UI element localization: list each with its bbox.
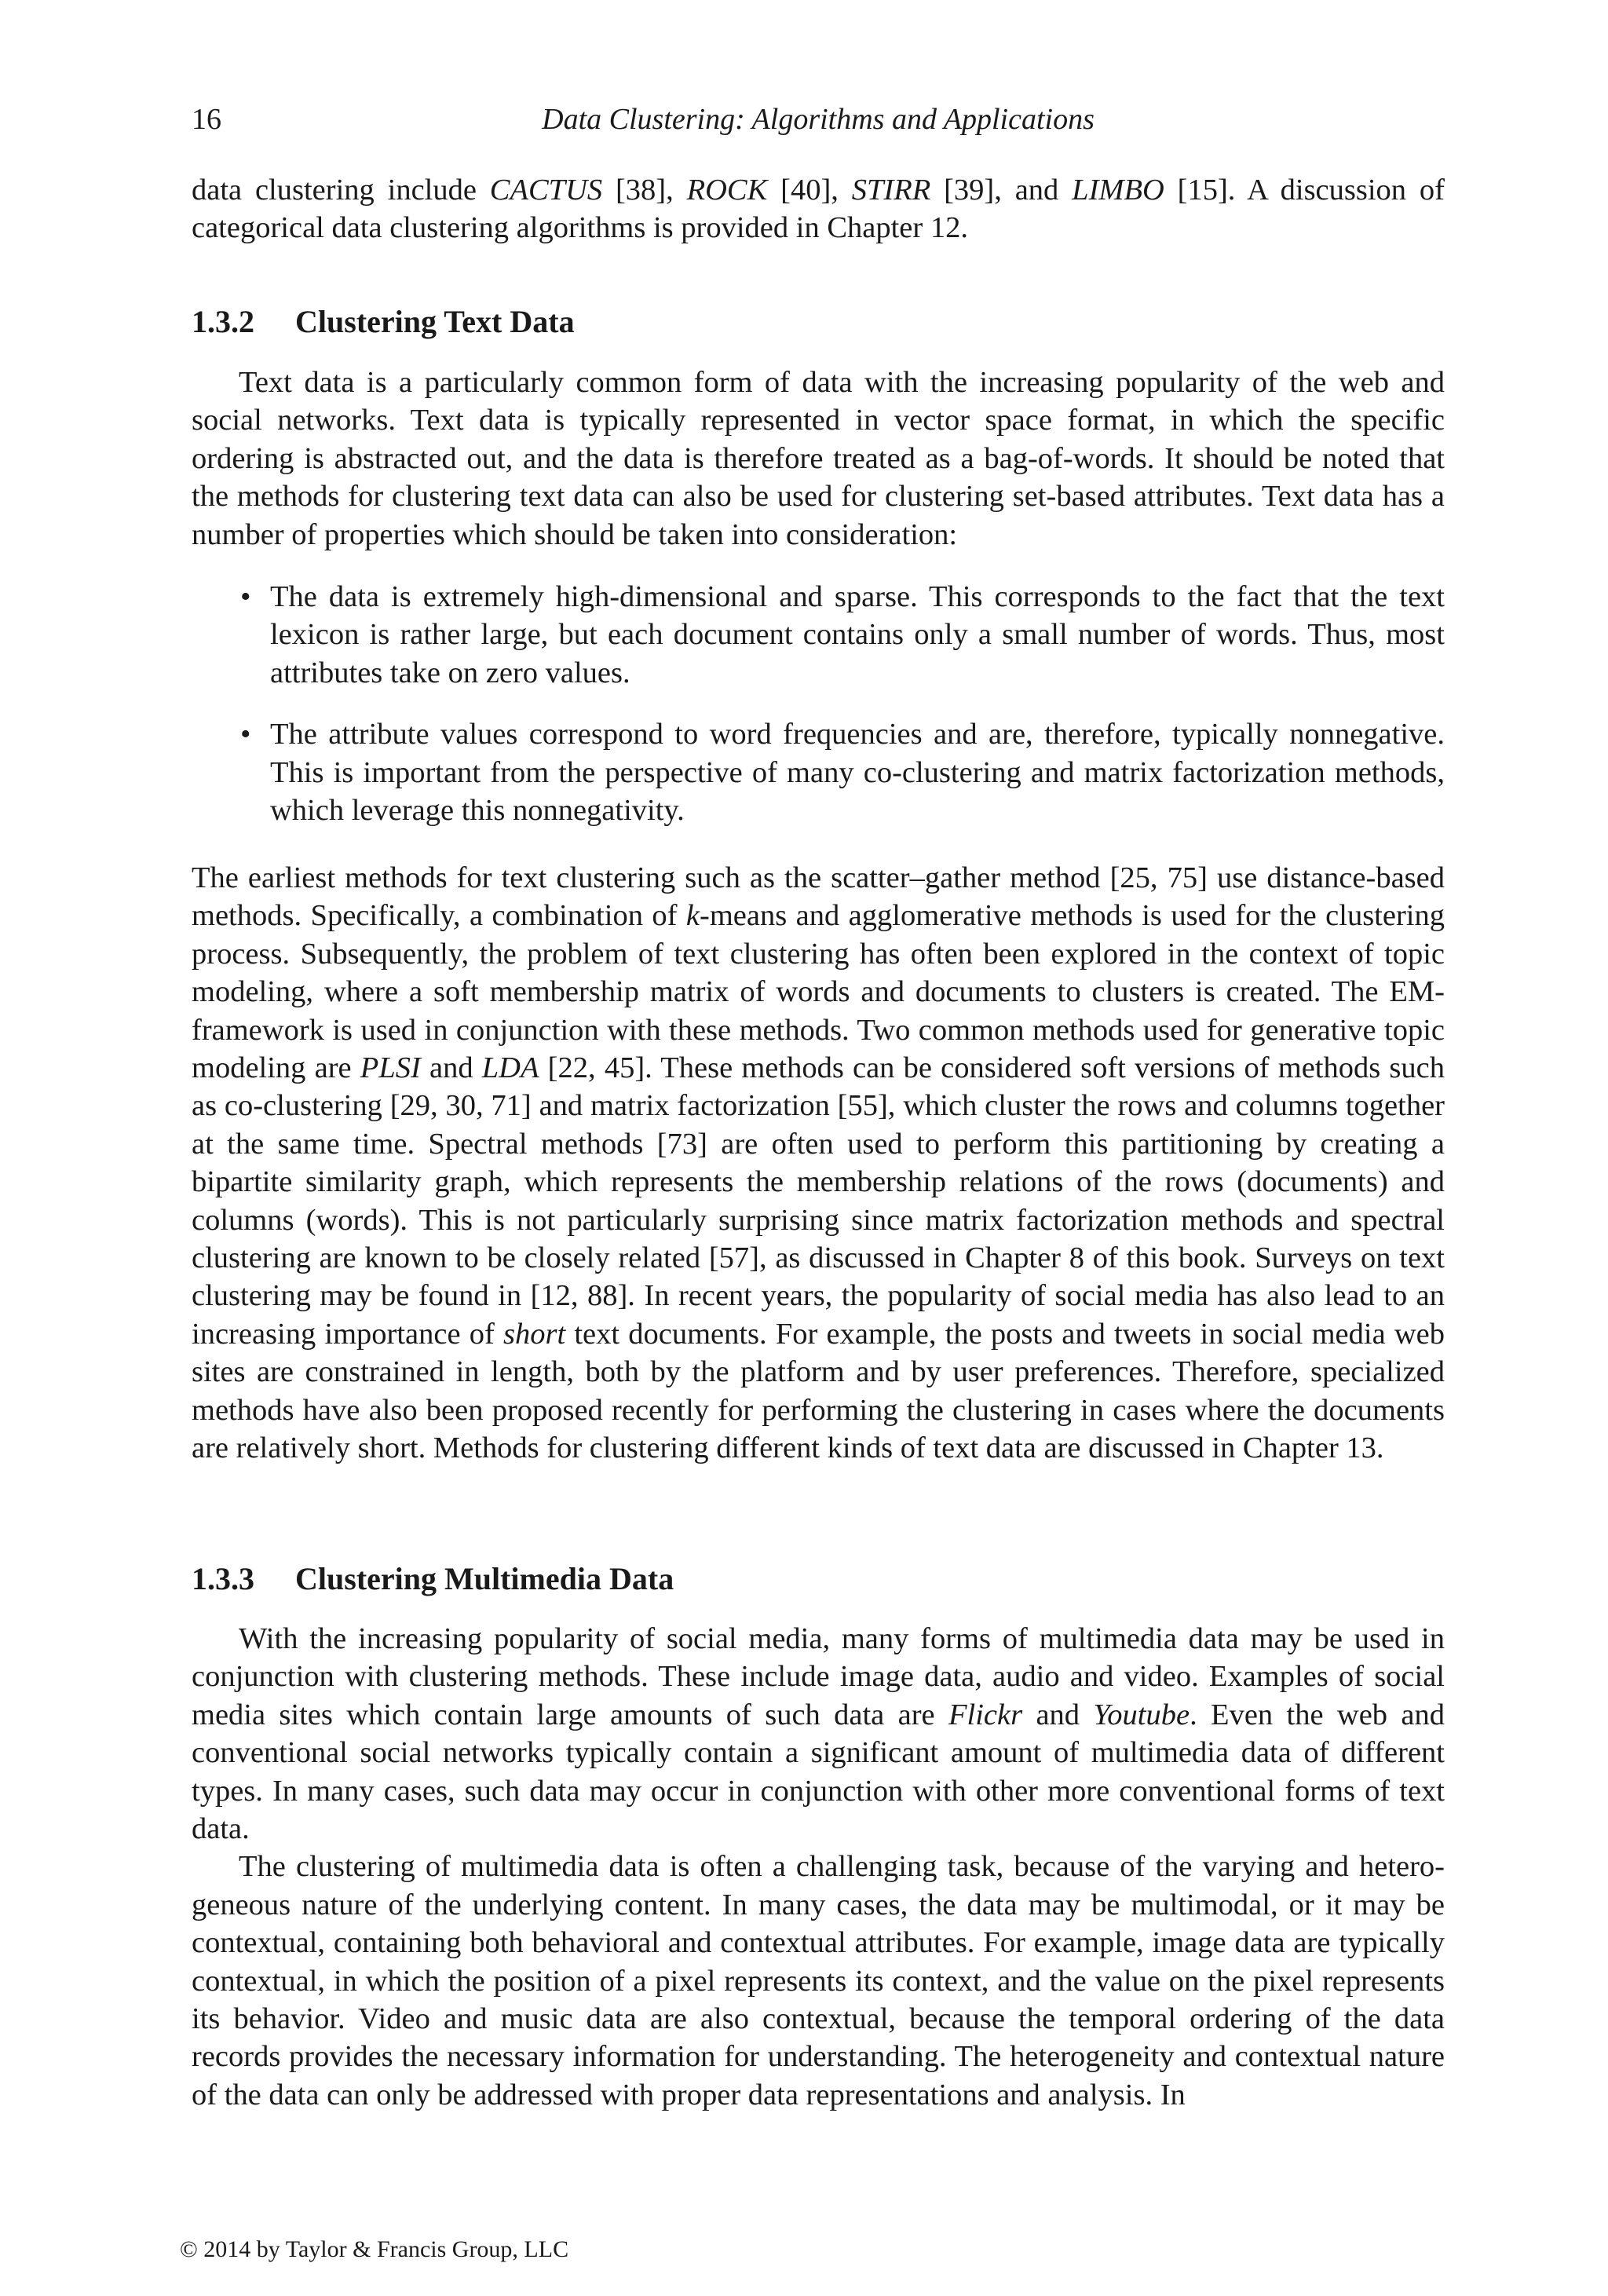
section-number: 1.3.2 <box>192 304 254 339</box>
running-title: Data Clustering: Algorithms and Applications <box>542 103 1095 136</box>
page-number: 16 <box>192 103 221 136</box>
text-data-intro-paragraph: Text data is a particularly common form of data with the increasing popularity of the web and social networks. Text data is typically represented in vector space format, in which the specific ordering is abstracted out, and the data is therefore treated as a bag-of-words. It should be noted that the methods for clustering text data can also be used for clustering set-based attributes. Text data has a number of properties which should be taken into consideration: <box>192 366 1445 551</box>
flickr-term: Flickr <box>948 1698 1023 1731</box>
section-title: Clustering Text Data <box>295 304 575 339</box>
running-head <box>192 102 1445 141</box>
lda-term: LDA <box>481 1051 539 1085</box>
section-heading-1-3-3 <box>192 1559 674 1599</box>
text-properties-list <box>192 578 1445 853</box>
list-item: • The data is extremely high-dimensional and sparse. This corresponds to the fact that the text lexicon is rather large, but each document contains only a small number of words. Thus, most attributes take on zero values. <box>192 578 1445 692</box>
cactus-term: CACTUS <box>489 174 603 207</box>
multimedia-intro-paragraph: With the increasing popularity of social media, many forms of multimedia data may be used in conjunction with clustering methods. These include image data, audio and video. Examples of social media sites which contain large amounts of such data are Flickr and Youtube. Even the web and conventional social networks typically contain a significant amount of multimedia data of different types. In many cases, such data may occur in conjunction with other more conventional forms of text data. The clustering of multimedia data is often a challenging task, because of the varying and heterogeneous nature of the underlying content. In many cases, the data may be multimodal, or it may be contextual, containing both behavioral and contextual attributes. For example, image data are typically contextual, in which the position of a pixel represents its context, and the value on the pixel represents its behavior. Video and music data are also contextual, because the temporal ordering of the data records provides the necessary information for understanding. The heterogeneity and contextual nature of the data can only be addressed with proper data representations and analysis. In <box>192 1620 1445 2114</box>
section-heading-1-3-2 <box>192 302 575 342</box>
section-title: Clustering Multimedia Data <box>295 1561 674 1596</box>
bullet-icon: • <box>240 718 251 751</box>
k-variable: k <box>685 899 700 933</box>
rock-term: ROCK <box>686 174 768 207</box>
copyright-footer: © 2014 by Taylor & Francis Group, LLC <box>180 2236 569 2262</box>
bullet-icon: • <box>240 580 251 613</box>
stirr-term: STIRR <box>851 174 931 207</box>
text-clustering-methods-paragraph: The earliest methods for text clustering such as the scatter–gather method [25, 75] use distance-based methods. Specifically, a combination of k-means and agglomerative methods is used for the clustering process. Subsequently, the problem of text clustering has often been explored in the context of topic modeling, where a soft membership matrix of words and documents to clusters is created. The EM-framework is used in conjunction with these methods. Two common methods used for generative topic modeling are PLSI and LDA [22, 45]. These methods can be considered soft versions of methods such as co-clustering [29, 30, 71] and matrix factorization [55], which cluster the rows and columns together at the same time. Spectral methods [73] are often used to perform this partitioning by creating a bipartite similarity graph, which represents the membership relations of the rows (documents) and columns (words). This is not particularly surprising since matrix factorization methods and spectral clustering are known to be closely related [57], as discussed in Chapter 8 of this book. Surveys on text clustering may be found in [12, 88]. In recent years, the popularity of social media has also lead to an increasing importance of short text documents. For example, the posts and tweets in social media web sites are constrained in length, both by the platform and by user preferences. Therefore, specialized methods have also been proposed recently for performing the clustering in cases where the documents are relatively short. Methods for clustering different kinds of text data are discussed in Chapter 13. <box>192 861 1445 1465</box>
youtube-term: Youtube <box>1093 1698 1190 1731</box>
limbo-term: LIMBO <box>1072 174 1164 207</box>
list-item: • The attribute values correspond to word frequencies and are, therefore, typically nonnegative. This is important from the perspective of many co-clustering and matrix factorization methods, which leverage this nonnegativity. <box>192 715 1445 829</box>
section-number: 1.3.3 <box>192 1561 254 1596</box>
multimedia-challenges-paragraph: The clustering of multimedia data is often a challenging task, because of the varying and heterogeneous nature of the underlying content. In many cases, the data may be multimodal, or it may be contextual, containing both behavioral and contextual attributes. For example, image data are typically contextual, in which the position of a pixel represents its context, and the value on the pixel represents its behavior. Video and music data are also contextual, because the temporal ordering of the data records provides the necessary information for understanding. The heterogeneity and contextual nature of the data can only be addressed with proper data representations and analysis. In <box>192 1850 1445 2111</box>
intro-paragraph: data clustering include CACTUS [38], ROCK [40], STIRR [39], and LIMBO [15]. A discussion of categorical data clustering algorithms is provided in Chapter 12. <box>192 174 1445 245</box>
short-term: short <box>502 1317 566 1351</box>
plsi-term: PLSI <box>360 1051 421 1085</box>
